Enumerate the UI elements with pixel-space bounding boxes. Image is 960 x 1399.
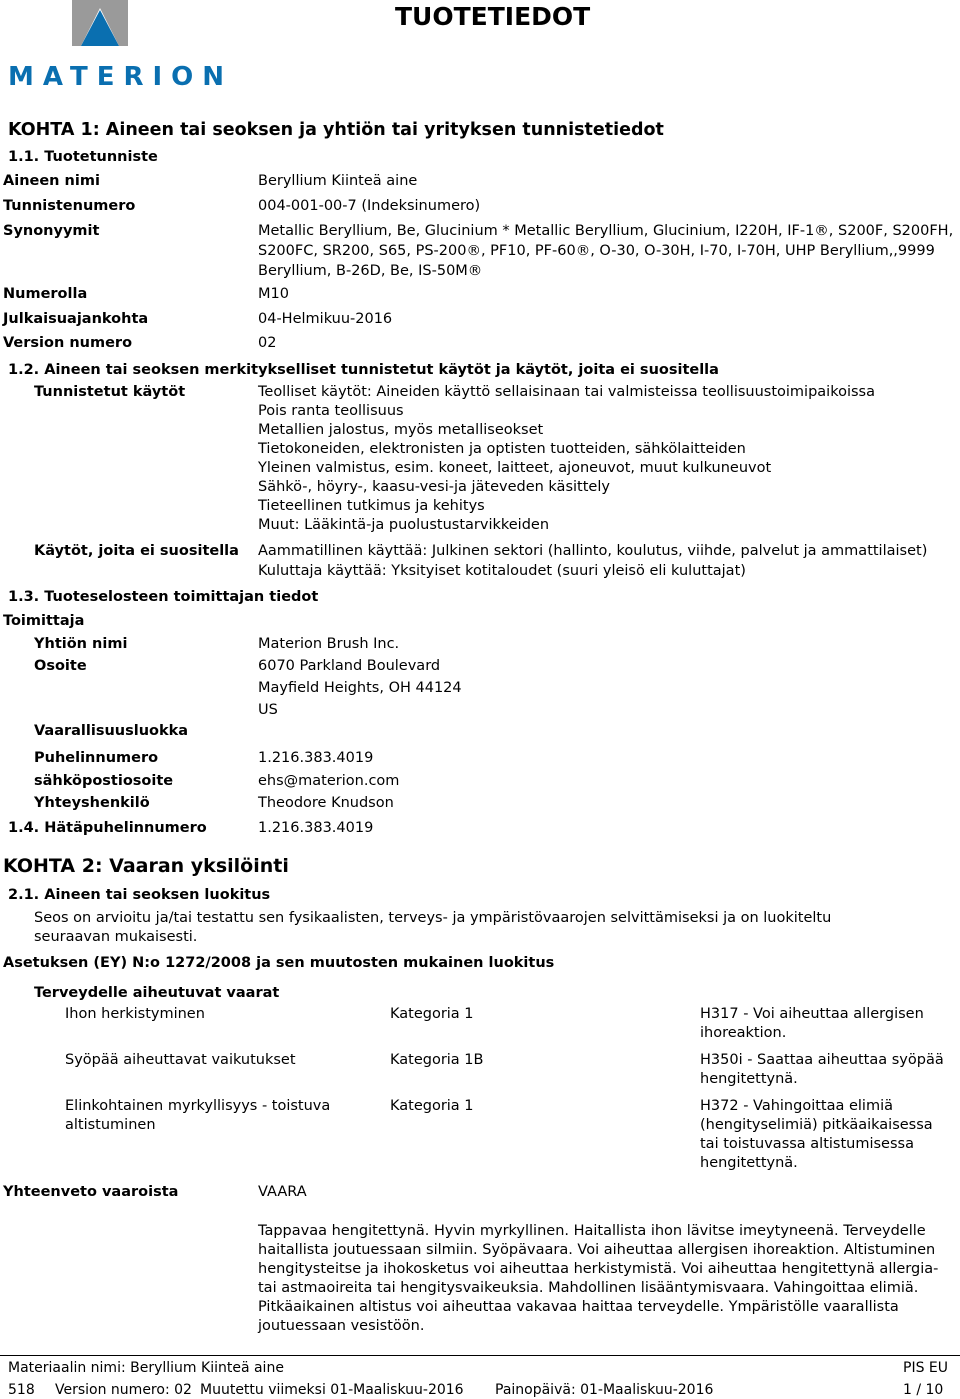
footer-version: Version numero: 02	[55, 1382, 192, 1398]
hazard-statement: H372 - Vahingoittaa elimiä (hengityselimiä) pitkäaikaisessa tai toistuvassa altistumisessa hengitettynä.	[700, 1098, 933, 1171]
company-value: Materion Brush Inc.	[258, 636, 400, 652]
section-1-3-title: 1.3. Tuoteselosteen toimittajan tiedot	[8, 589, 319, 605]
identified-use-item: Tietokoneiden, elektronisten ja optisten tuotteiden, sähkölaitteiden	[258, 441, 746, 457]
phone-label: Puhelinnumero	[34, 750, 159, 766]
identified-use-item: Teolliset käytöt: Aineiden käyttö sellaisinaan tai valmisteissa teollisuustoimipaikoissa	[258, 384, 875, 400]
identified-use-item: Tieteellinen tutkimus ja kehitys	[258, 498, 485, 514]
synonyms-line-1: Metallic Beryllium, Be, Glucinium * Metallic Beryllium, Glucinium, I220H, IF-1®, S200F, S200FH,	[258, 223, 954, 239]
identified-use-item: Metallien jalostus, myös metalliseokset	[258, 422, 544, 438]
substance-name-label: Aineen nimi	[3, 173, 100, 189]
document-title: TUOTETIEDOT	[395, 2, 591, 31]
number-value: M10	[258, 286, 289, 302]
address-line: US	[258, 702, 278, 718]
identified-use-item: Muut: Lääkintä-ja puolustustarvikkeiden	[258, 517, 550, 533]
section-1-1-title: 1.1. Tuotetunniste	[8, 149, 158, 165]
not-recommended-item: Kuluttaja käyttää: Yksityiset kotitaloudet (suuri yleisö eli kuluttajat)	[258, 563, 746, 579]
issue-date-value: 04-Helmikuu-2016	[258, 311, 393, 327]
hazard-category: Kategoria 1	[390, 1006, 474, 1022]
section-2-1-title: 2.1. Aineen tai seoksen luokitus	[8, 887, 271, 903]
hazard-name: Ihon herkistyminen	[65, 1006, 205, 1022]
summary-label: Yhteenveto vaaroista	[3, 1184, 179, 1200]
identified-use-item: Pois ranta teollisuus	[258, 403, 404, 419]
hazard-name: Elinkohtainen myrkyllisyys - toistuva altistuminen	[65, 1098, 331, 1133]
regulation-title: Asetuksen (EY) N:o 1272/2008 ja sen muutosten mukainen luokitus	[3, 955, 555, 971]
version-label: Version numero	[3, 335, 133, 351]
emergency-phone-label: 1.4. Hätäpuhelinnumero	[8, 820, 207, 836]
hazard-category: Kategoria 1B	[390, 1052, 484, 1068]
number-label: Numerolla	[3, 286, 88, 302]
address-line: Mayfield Heights, OH 44124	[258, 680, 462, 696]
section-2-1-text: Seos on arvioitu ja/tai testattu sen fysikaalisten, terveys- ja ympäristövaarojen selvittämiseksi ja on luokiteltu seuraavan mukaisesti.	[34, 910, 832, 945]
footer-page-number: 1 / 10	[903, 1382, 944, 1398]
contact-label: Yhteyshenkilö	[34, 795, 150, 811]
version-value: 02	[258, 335, 277, 351]
company-label: Yhtiön nimi	[34, 636, 128, 652]
section-2-title: KOHTA 2: Vaaran yksilöinti	[3, 855, 289, 877]
not-recommended-label: Käytöt, joita ei suositella	[34, 543, 239, 559]
identified-use-item: Yleinen valmistus, esim. koneet, laitteet, ajoneuvot, muut kulkuneuvot	[258, 460, 772, 476]
supplier-label: Toimittaja	[3, 613, 85, 629]
footer-pis: PIS EU	[903, 1360, 949, 1376]
materion-logo-text: MATERION	[8, 62, 234, 92]
identified-uses-label: Tunnistetut käytöt	[34, 384, 186, 400]
summary-signal-word: VAARA	[258, 1184, 307, 1200]
phone-value: 1.216.383.4019	[258, 750, 374, 766]
synonyms-label: Synonyymit	[3, 223, 100, 239]
synonyms-line-3: Beryllium, B-26D, Be, IS-50M®	[258, 263, 483, 279]
email-value: ehs@materion.com	[258, 773, 400, 789]
footer-doc-number: 518	[8, 1382, 35, 1398]
identifier-value: 004-001-00-7 (Indeksinumero)	[258, 198, 481, 214]
emergency-phone-value: 1.216.383.4019	[258, 820, 374, 836]
section-1-2-title: 1.2. Aineen tai seoksen merkitykselliset tunnistetut käytöt ja käytöt, joita ei suositella	[8, 362, 719, 378]
contact-value: Theodore Knudson	[258, 795, 394, 811]
hazard-class-label: Vaarallisuusluokka	[34, 723, 189, 739]
hazard-statement: H350i - Saattaa aiheuttaa syöpää hengitettynä.	[700, 1052, 944, 1087]
email-label: sähköpostiosoite	[34, 773, 174, 789]
address-label: Osoite	[34, 658, 87, 674]
section-1-title: KOHTA 1: Aineen tai seoksen ja yhtiön tai yrityksen tunnistetiedot	[8, 120, 664, 140]
summary-text: Tappavaa hengitettynä. Hyvin myrkyllinen. Haitallista ihon lävitse imeytyneenä. Terveydelle haitallista joutuessaan silmiin. Syöpävaara. Voi aiheuttaa allergisen ihoreaktion. Altistuminen hengitysteitse ja ihokosketus voi aiheuttaa herkistymistä. Voi aiheuttaa hengitettynä allergia- tai astmaoireita tai hengitysvaikeuksia. Mahdollinen lisääntymisvaara. Vahingoittaa elimiä. Pitkäaikainen altistus voi aiheuttaa vakavaa haittaa terveydelle. Ympäristölle vaarallista joutuessaan vesistöön.	[258, 1223, 939, 1334]
health-hazards-title: Terveydelle aiheutuvat vaarat	[34, 985, 280, 1001]
hazard-name: Syöpää aiheuttavat vaikutukset	[65, 1052, 296, 1068]
hazard-statement: H317 - Voi aiheuttaa allergisen ihoreaktion.	[700, 1006, 924, 1041]
footer-divider	[0, 1355, 960, 1356]
identifier-label: Tunnistenumero	[3, 198, 136, 214]
footer-printed: Painopäivä: 01-Maaliskuu-2016	[495, 1382, 714, 1398]
footer-material-name: Materiaalin nimi: Beryllium Kiinteä aine	[8, 1360, 284, 1376]
hazard-category: Kategoria 1	[390, 1098, 474, 1114]
synonyms-line-2: S200FC, SR200, S65, PS-200®, PF10, PF-60®, O-30, O-30H, I-70, I-70H, UHP Beryllium,,9999	[258, 243, 935, 259]
substance-name-value: Beryllium Kiinteä aine	[258, 173, 418, 189]
issue-date-label: Julkaisuajankohta	[3, 311, 149, 327]
identified-use-item: Sähkö-, höyry-, kaasu-vesi-ja jäteveden käsittely	[258, 479, 610, 495]
materion-logo-mark-icon	[72, 0, 128, 46]
footer-revised: Muutettu viimeksi 01-Maaliskuu-2016	[200, 1382, 464, 1398]
address-line: 6070 Parkland Boulevard	[258, 658, 441, 674]
not-recommended-item: Aammatillinen käyttää: Julkinen sektori (hallinto, koulutus, viihde, palvelut ja ammattilaiset)	[258, 543, 928, 559]
